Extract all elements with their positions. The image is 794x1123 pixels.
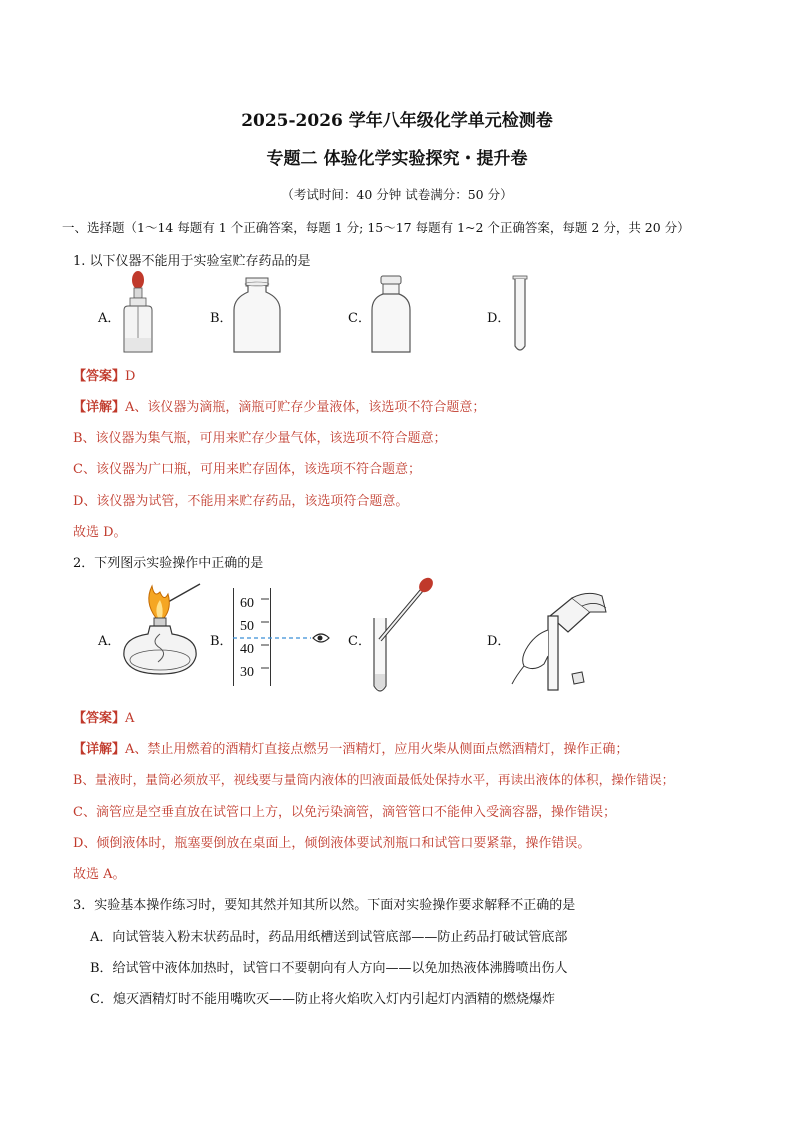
q2-detail-2: B、量液时，量筒必须放平，视线要与量筒内液体的凹液面最低处保持水平，再读出液体的体积，操作错误； [73, 772, 675, 787]
exam-info: （考试时间：40 分钟 试卷满分：50 分） [281, 187, 513, 202]
exam-title: 2025-2026 学年八年级化学单元检测卷 [241, 111, 553, 131]
q2-option-b-label: B． [210, 634, 233, 649]
q3-stem: 3．实验基本操作练习时，要知其然并知其所以然。下面对实验操作要求解释不正确的是 [73, 898, 576, 913]
q2-detail-tag: 【详解】 [73, 742, 126, 757]
q2-answer-value: A [125, 711, 135, 726]
q1-option-a-label: A． [98, 311, 121, 326]
q1-detail-1 [73, 396, 485, 415]
q3-option-a: A．向试管装入粉末状药品时，药品用纸槽送到试管底部——防止药品打破试管底部 [90, 930, 568, 945]
q2-option-c-label: C． [348, 634, 371, 649]
q2-answer-tag: 【答案】 [73, 711, 126, 726]
q2-stem: 2．下列图示实验操作中正确的是 [73, 556, 264, 571]
section-heading: 一、选择题（1～14 每题有 1 个正确答案，每题 1 分; 15～17 每题有 1~2 个正确答案，每题 2 分，共 20 分） [62, 220, 690, 235]
q1-detail-2: B、该仪器为集气瓶，可用来贮存少量气体，该选项不符合题意； [73, 431, 447, 446]
tick-60: 60 [240, 596, 254, 611]
cylinder-sightline-image [233, 588, 343, 688]
test-tube-image [510, 276, 530, 356]
q3-option-c: C．熄灭酒精灯时不能用嘴吹灭——防止将火焰吹入灯内引起灯内酒精的燃烧爆炸 [90, 992, 555, 1007]
pouring-liquid-image [510, 586, 616, 692]
q2-answer [73, 707, 134, 726]
q1-answer-tag: 【答案】 [73, 369, 126, 384]
q2-detail-text-a: A、禁止用燃着的酒精灯直接点燃另一酒精灯，应用火柴从侧面点燃酒精灯，操作正确； [125, 742, 629, 757]
q2-detail-4: D、倾倒液体时，瓶塞要倒放在桌面上，倾倒液体要试剂瓶口和试管口要紧靠，操作错误。 [73, 836, 591, 851]
dropper-bottle-image [118, 270, 158, 356]
q1-option-c-label: C． [348, 311, 371, 326]
q1-option-b-label: B． [210, 311, 233, 326]
dropper-test-tube-image [366, 576, 436, 698]
tick-40: 40 [240, 642, 254, 657]
q1-conclusion: 故选 D。 [73, 525, 127, 540]
q1-detail-text-a: A、该仪器为滴瓶，滴瓶可贮存少量液体，该选项不符合题意； [125, 400, 486, 415]
q3-option-b: B．给试管中液体加热时，试管口不要朝向有人方向——以免加热液体沸腾喷出伤人 [90, 961, 568, 976]
tick-50: 50 [240, 619, 254, 634]
q1-detail-4: D、该仪器为试管，不能用来贮存药品，该选项符合题意。 [73, 494, 409, 509]
wide-mouth-bottle-image [370, 276, 412, 354]
gas-jar-image [232, 278, 282, 354]
q2-conclusion: 故选 A。 [73, 867, 126, 882]
q1-detail-3: C、该仪器为广口瓶，可用来贮存固体，该选项不符合题意； [73, 462, 421, 477]
q1-answer-value: D [125, 369, 136, 384]
q1-stem: 1. 以下仪器不能用于实验室贮存药品的是 [73, 254, 311, 269]
q2-option-d-label: D． [487, 634, 511, 649]
q1-detail-tag: 【详解】 [73, 400, 126, 415]
q2-option-a-label: A． [98, 634, 121, 649]
tick-30: 30 [240, 665, 254, 680]
alcohol-lamp-image [120, 578, 204, 682]
exam-subtitle: 专题二 体验化学实验探究・提升卷 [266, 149, 528, 169]
q2-detail-1 [73, 738, 628, 757]
q2-detail-3: C、滴管应是空垂直放在试管口上方，以免污染滴管，滴管管口不能伸入受滴容器，操作错误； [73, 805, 616, 820]
q1-answer [73, 365, 135, 384]
q1-option-d-label: D． [487, 311, 511, 326]
